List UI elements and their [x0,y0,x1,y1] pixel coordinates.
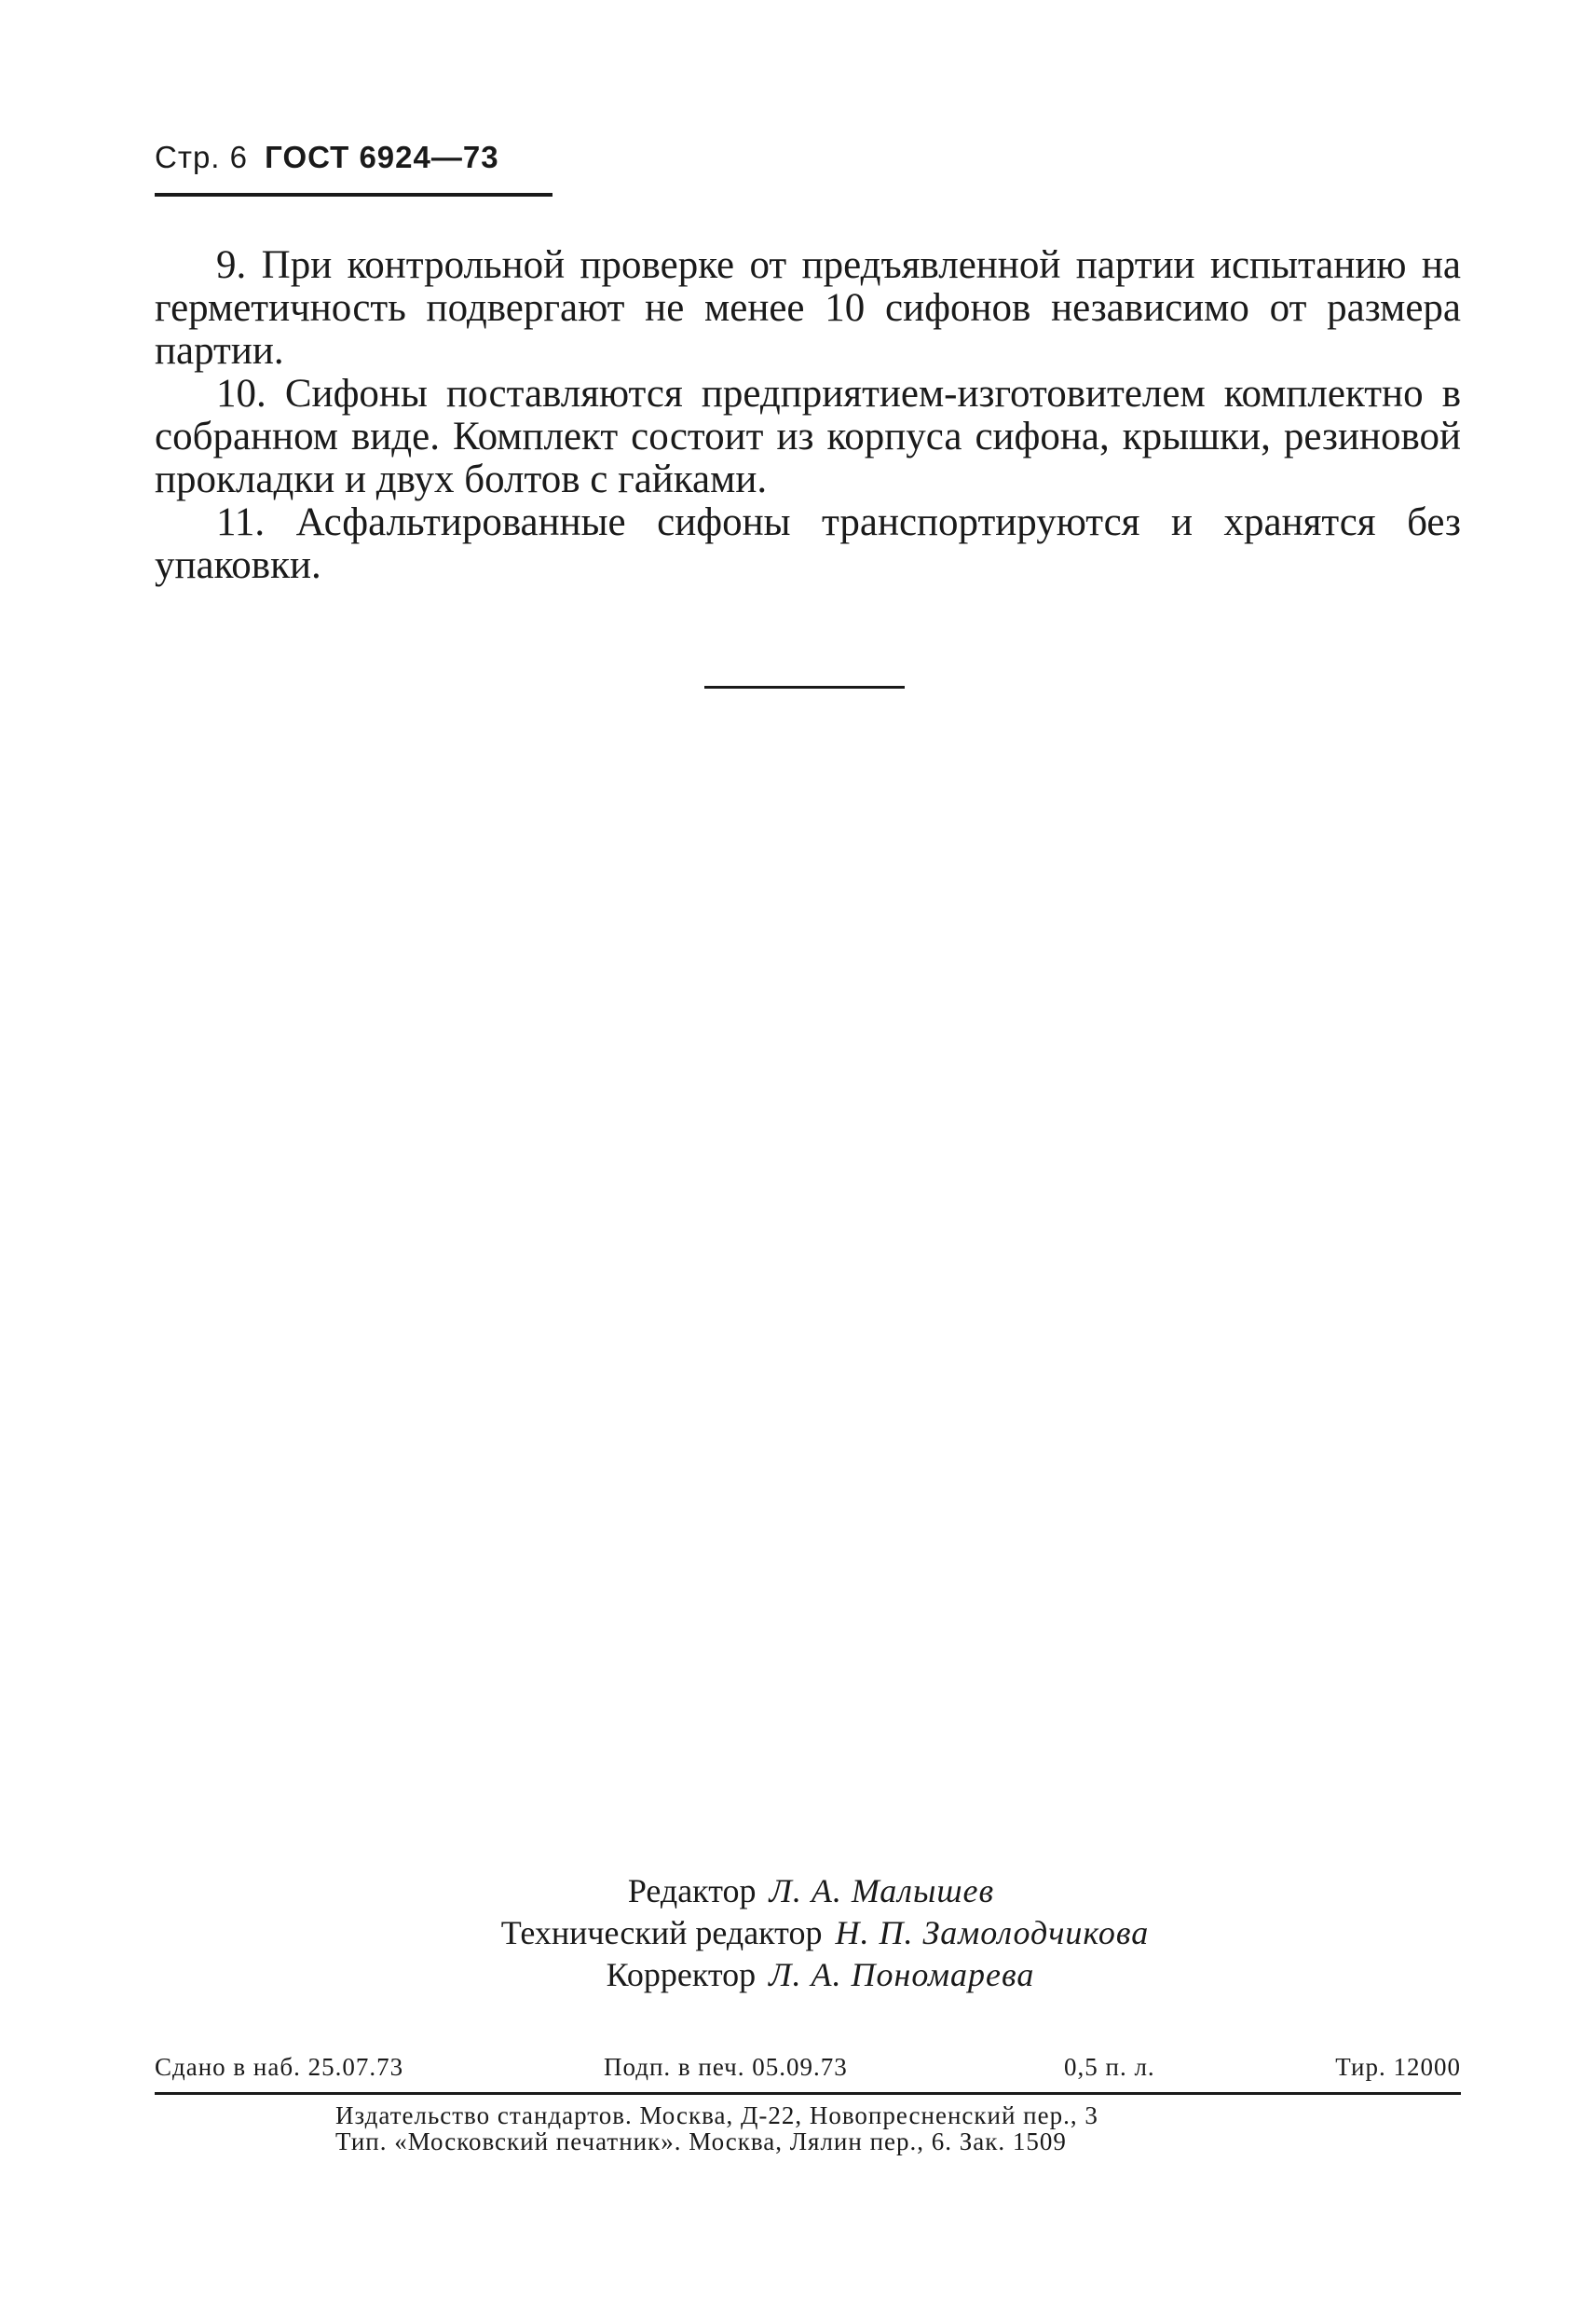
publisher-line-2: Тип. «Московский печатник». Москва, Лялин пер., 6. Зак. 1509 [335,2127,1067,2155]
page-header [155,142,499,172]
section-divider [704,686,905,689]
header-rule [155,193,552,197]
body-text [155,244,1461,587]
credit-role: Корректор [606,1956,757,1993]
page-number: Стр. 6 [155,140,248,174]
paragraph-11: 11. Асфальтированные сифоны транспортируются и хранятся без упаковки. [155,500,1461,587]
paragraph-9: 9. При контрольной проверке от предъявленной партии испытанию на герметичность подвергают не менее 10 сифонов независимо от размера партии. [155,243,1461,373]
credit-role: Технический редактор [500,1914,823,1951]
publisher-line-1: Издательство стандартов. Москва, Д-22, Новопресненский пер., 3 [335,2101,1098,2129]
imprint-typeset-date: Сдано в наб. 25.07.73 [155,2053,404,2081]
imprint-rule [155,2092,1461,2095]
credits-block [0,1870,1596,1996]
credit-editor [0,1870,1596,1912]
credit-name: Л. А. Пономарева [769,1956,1035,1993]
imprint-sheets: 0,5 п. л. [1064,2053,1155,2081]
standard-code: ГОСТ 6924—73 [265,140,499,174]
paragraph-10: 10. Сифоны поставляются предприятием-изготовителем комплектно в собранном виде. Комплект состоит из корпуса сифона, крышки, резиновой прокладки и двух болтов с гайками. [155,372,1461,501]
imprint-row [155,2053,1461,2085]
credit-proofreader [0,1954,1596,1996]
credit-name: Л. А. Малышев [769,1872,995,1909]
imprint-signed-date: Подп. в печ. 05.09.73 [604,2053,848,2081]
credit-technical-editor [0,1912,1596,1954]
publisher-info [335,2102,1098,2155]
imprint-print-run: Тир. 12000 [1335,2053,1461,2081]
credit-name: Н. П. Замолодчикова [835,1914,1150,1951]
credit-role: Редактор [627,1872,757,1909]
